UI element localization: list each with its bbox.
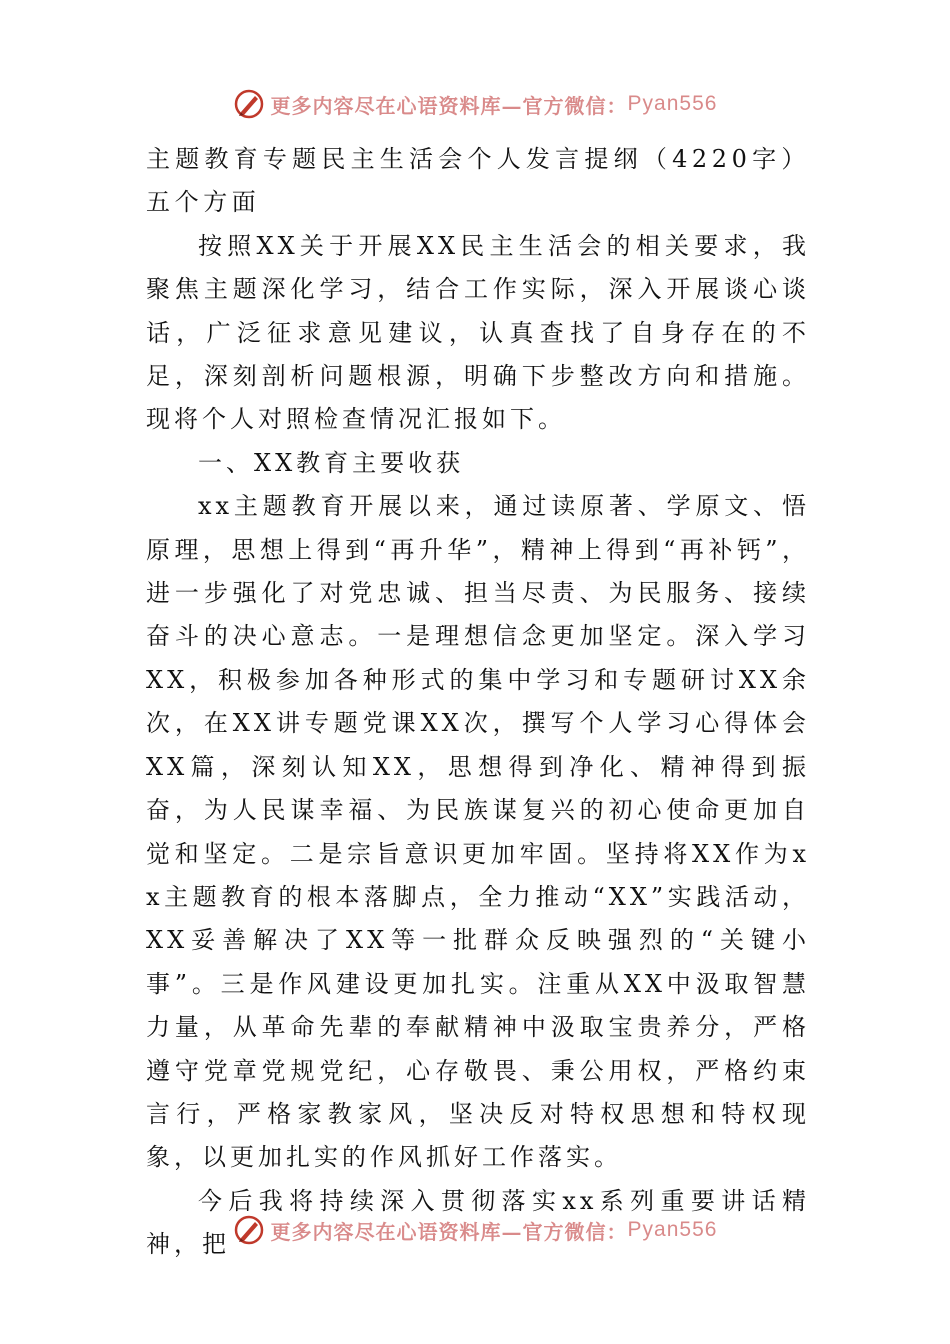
section-body-paragraph: xx主题教育开展以来，通过读原著、学原文、悟原理，思想上得到“再升华”，精神上得到“再补钙”，进一步强化了对党忠诚、担当尽责、为民服务、接续奋斗的决心意志。一是理想信念更加坚定。深入学习XX，积极参加各种形式的集中学习和专题研讨XX余次，在XX讲专题党课XX次，撰写个人学习心得体会XX篇，深刻认知XX，思想得到净化、精神得到振奋，为人民谋幸福、为民族谋复兴的初心使命更加自觉和坚定。二是宗旨意识更加牢固。坚持将XX作为xx主题教育的根本落脚点，全力推动“XX”实践活动，XX妥善解决了XX等一批群众反映强烈的“关键小事”。三是作风建设更加扎实。注重从XX中汲取智慧力量，从革命先辈的奉献精神中汲取宝贵养分，严格遵守党章党规党纪，心存敬畏、秉公用权，严格约束言行，严格家教家风，坚决反对特权思想和特权现象，以更加扎实的作风抓好工作落实。 [146, 492, 810, 1172]
pen-logo-icon [233, 88, 265, 120]
watermark-wechat-id: Pyan556 [627, 92, 718, 115]
closing-paragraph: 今后我将持续深入贯彻落实xx系列重要讲话精神，把 [146, 1186, 810, 1259]
watermark-header [0, 84, 950, 124]
pen-logo-icon [233, 1214, 265, 1246]
watermark-text: 更多内容尽在心语资料库—官方微信： [270, 93, 628, 118]
intro-paragraph: 按照XX关于开展XX民主生活会的相关要求，我聚焦主题深化学习，结合工作实际，深入开展谈心谈话，广泛征求意见建议，认真查找了自身存在的不足，深刻剖析问题根源，明确下步整改方向和措施。现将个人对照检查情况汇报如下。 [146, 231, 810, 434]
watermark-text: 更多内容尽在心语资料库—官方微信： [270, 1219, 628, 1244]
section-heading: 一、XX教育主要收获 [198, 448, 465, 477]
document-body [146, 138, 810, 1267]
watermark-wechat-id: Pyan556 [627, 1218, 718, 1241]
document-title: 主题教育专题民主生活会个人发言提纲（4220字）五个方面 [146, 145, 810, 217]
watermark-footer [0, 1210, 950, 1250]
